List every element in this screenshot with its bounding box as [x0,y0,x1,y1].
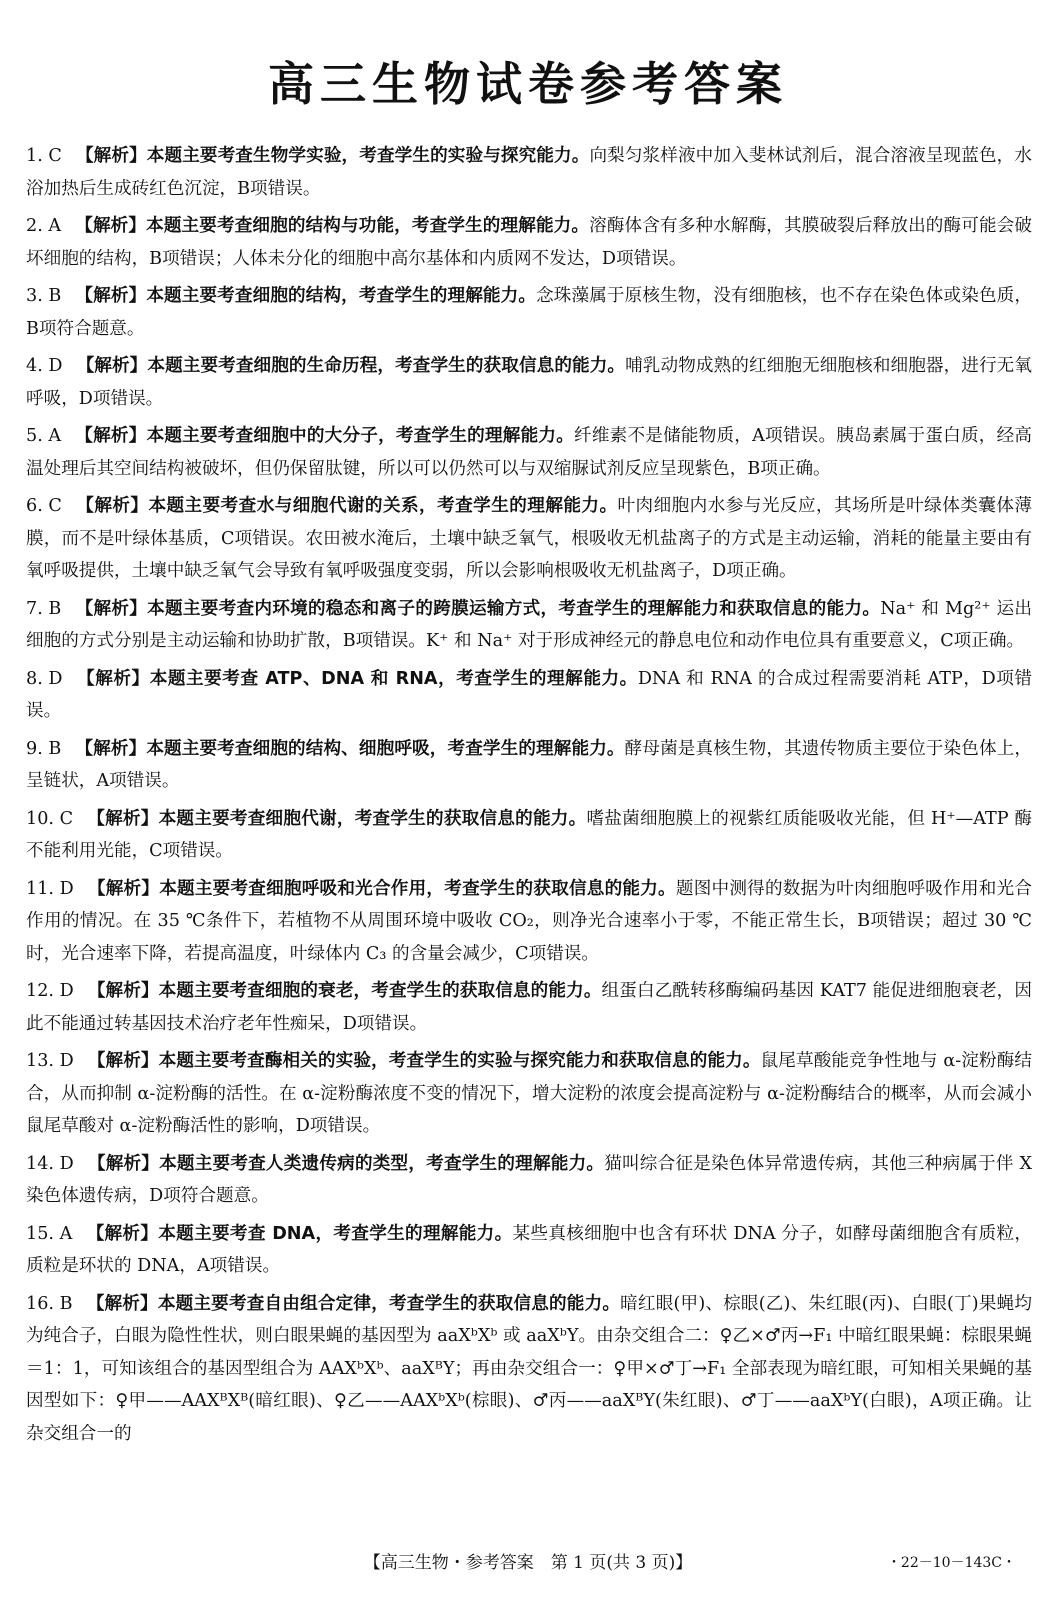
answer-body: Na⁺ 和 Mg²⁺ 运出细胞的方式分别是主动运输和协助扩散，B项错误。K⁺ 和 Na⁺ 对于形成神经元的静息电位和动作电位具有重要意义，C项正确。 [26,598,1032,651]
analysis-tag: 【解析】 [75,738,147,759]
answer-item [26,1218,1032,1283]
analysis-tag: 【解析】 [87,1153,160,1174]
answer-item [26,733,1032,798]
answer-number: 7. B [26,598,62,619]
answer-number: 9. B [26,738,62,759]
answer-number: 10. C [26,808,74,829]
answer-body: 题图中测得的数据为叶肉细胞呼吸作用和光合作用的情况。在 35 ℃条件下，若植物不从周围环境中吸收 CO₂，则净光合速率小于零，不能正常生长，B项错误；超过 30 ℃时，光合速率下降，若提高温度，叶绿体内 C₃ 的含量会减少，C项错误。 [26,878,1032,964]
analysis-tag: 【解析】 [86,1293,158,1314]
answer-summary: 本题主要考查细胞的生命历程，考查学生的获取信息的能力。 [147,356,626,376]
analysis-tag: 【解析】 [75,496,149,516]
answer-list [26,140,1032,1455]
answer-item [26,280,1032,345]
answer-item [26,140,1032,205]
answer-number: 15. A [26,1223,73,1244]
answer-summary: 本题主要考查细胞的结构、细胞呼吸，考查学生的理解能力。 [146,738,625,759]
answer-number: 11. D [26,878,74,899]
answer-body: 念珠藻属于原核生物，没有细胞核，也不存在染色体或染色质，B项符合题意。 [26,286,1032,339]
answer-body: 哺乳动物成熟的红细胞无细胞核和细胞器，进行无氧呼吸，D项错误。 [26,356,1032,409]
analysis-tag: 【解析】 [75,216,147,236]
answer-summary: 本题主要考查细胞的结构与功能，考查学生的理解能力。 [146,216,590,236]
answer-body: 叶肉细胞内水参与光反应，其场所是叶绿体类囊体薄膜，而不是叶绿体基质，C项错误。农田被水淹后，土壤中缺乏氧气，根吸收无机盐离子的方式是主动运输，消耗的能量主要由有氧呼吸提供，土壤中缺乏氧气会导致有氧呼吸强度变弱，所以会影响根吸收无机盐离子，D项正确。 [26,496,1032,581]
answer-item [26,663,1032,728]
answer-item [26,1288,1032,1451]
page-title: 高三生物试卷参考答案 [268,57,788,111]
answer-item [26,803,1032,868]
answer-summary: 本题主要考查 ATP、DNA 和 RNA，考查学生的理解能力。 [149,668,638,689]
answer-body: 溶酶体含有多种水解酶，其膜破裂后释放出的酶可能会破坏细胞的结构，B项错误；人体未分化的细胞中高尔基体和内质网不发达，D项错误。 [26,216,1032,269]
answer-item [26,350,1032,415]
answer-body: 嗜盐菌细胞膜上的视紫红质能吸收光能，但 H⁺—ATP 酶不能利用光能，C项错误。 [26,808,1032,861]
answer-body: 某些真核细胞中也含有环状 DNA 分子，如酵母菌细胞含有质粒，质粒是环状的 DNA，A项错误。 [26,1223,1032,1276]
answer-summary: 本题主要考查自由组合定律，考查学生的获取信息的能力。 [157,1293,621,1314]
answer-item [26,490,1032,588]
answer-item [26,210,1032,275]
page-footer: 【高三生物・参考答案 第 1 页(共 3 页)】 [363,1553,693,1573]
answer-summary: 本题主要考查 DNA，考查学生的理解能力。 [158,1223,513,1244]
analysis-tag: 【解析】 [87,1051,159,1071]
answer-body: 猫叫综合征是染色体异常遗传病，其他三种病属于伴 X 染色体遗传病，D项符合题意。 [26,1153,1032,1206]
analysis-tag: 【解析】 [75,426,147,446]
answer-summary: 本题主要考查细胞的结构，考查学生的理解能力。 [146,286,537,306]
answer-item [26,873,1032,971]
answer-body: 向梨匀浆样液中加入斐林试剂后，混合溶液呈现蓝色，水浴加热后生成砖红色沉淀，B项错误。 [26,146,1032,199]
answer-body: 酵母菌是真核生物，其遗传物质主要位于染色体上，呈链状，A项错误。 [26,738,1032,791]
analysis-tag: 【解析】 [87,878,160,899]
analysis-tag: 【解析】 [86,1223,159,1244]
answer-summary: 本题主要考查细胞呼吸和光合作用，考查学生的获取信息的能力。 [159,878,676,899]
answer-item [26,975,1032,1040]
answer-number: 1. C [26,146,62,166]
answer-number: 2. A [26,216,62,236]
answer-summary: 本题主要考查细胞中的大分子，考查学生的理解能力。 [146,426,575,446]
answer-item [26,593,1032,658]
answer-number: 8. D [26,668,63,689]
analysis-tag: 【解析】 [76,356,148,376]
answer-summary: 本题主要考查内环境的稳态和离子的跨膜运输方式，考查学生的理解能力和获取信息的能力。 [147,598,881,619]
answer-item [26,1045,1032,1143]
answer-summary: 本题主要考查水与细胞代谢的关系，考查学生的理解能力。 [148,496,618,516]
answer-number: 14. D [26,1153,74,1174]
analysis-tag: 【解析】 [75,598,148,619]
answer-body: 纤维素不是储能物质，A项错误。胰岛素属于蛋白质，经高温处理后其空间结构被破坏，但仍保留肽键，所以可以仍然可以与双缩脲试剂反应呈现紫色，B项正确。 [26,426,1032,479]
answer-item [26,420,1032,485]
analysis-tag: 【解析】 [87,981,159,1001]
analysis-tag: 【解析】 [76,668,150,689]
answer-number: 6. C [26,496,62,516]
analysis-tag: 【解析】 [75,146,147,166]
document-code: ・22－10－143C・ [886,1555,1016,1571]
answer-summary: 本题主要考查细胞代谢，考查学生的获取信息的能力。 [158,808,587,829]
answer-body: 鼠尾草酸能竞争性地与 α-淀粉酶结合，从而抑制 α-淀粉酶的活性。在 α-淀粉酶浓度不变的情况下，增大淀粉的浓度会提高淀粉与 α-淀粉酶结合的概率，从而会减小鼠尾草酸对 α-淀粉酶活性的影响，D项错误。 [26,1051,1032,1136]
answer-body: 组蛋白乙酰转移酶编码基因 KAT7 能促进细胞衰老，因此不能通过转基因技术治疗老年性痴呆，D项错误。 [26,981,1032,1034]
analysis-tag: 【解析】 [87,808,159,829]
answer-number: 4. D [26,356,63,376]
answer-summary: 本题主要考查人类遗传病的类型，考查学生的理解能力。 [159,1153,605,1174]
answer-item [26,1148,1032,1213]
analysis-tag: 【解析】 [75,286,147,306]
answer-summary: 本题主要考查生物学实验，考查学生的实验与探究能力。 [146,146,590,166]
answer-number: 13. D [26,1051,74,1071]
answer-summary: 本题主要考查酶相关的实验，考查学生的实验与探究能力和获取信息的能力。 [158,1051,761,1071]
answer-number: 16. B [26,1293,73,1314]
answer-number: 5. A [26,426,62,446]
answer-number: 12. D [26,981,74,1001]
answer-number: 3. B [26,286,62,306]
answer-body: 暗红眼(甲)、棕眼(乙)、朱红眼(丙)、白眼(丁)果蝇均为纯合子，白眼为隐性性状，则白眼果蝇的基因型为 aaXᵇXᵇ 或 aaXᵇY。由杂交组合二：♀乙×♂丙→F₁ 中暗红眼果蝇：棕眼果蝇＝1：1，可知该组合的基因型组合为 AAXᵇXᵇ、aaXᴮY；再由杂交组合一：♀甲×♂丁→F₁ 全部表现为暗红眼，可知相关果蝇的基因型如下：♀甲——AAXᴮXᴮ(暗红眼)、♀乙——AAXᵇXᵇ(棕眼)、♂丙——aaXᴮY(朱红眼)、♂丁——aaXᵇY(白眼)，A项正确。让杂交组合一的 [26,1293,1032,1444]
answer-summary: 本题主要考查细胞的衰老，考查学生的获取信息的能力。 [158,981,602,1001]
answer-body: DNA 和 RNA 的合成过程需要消耗 ATP，D项错误。 [26,668,1032,721]
